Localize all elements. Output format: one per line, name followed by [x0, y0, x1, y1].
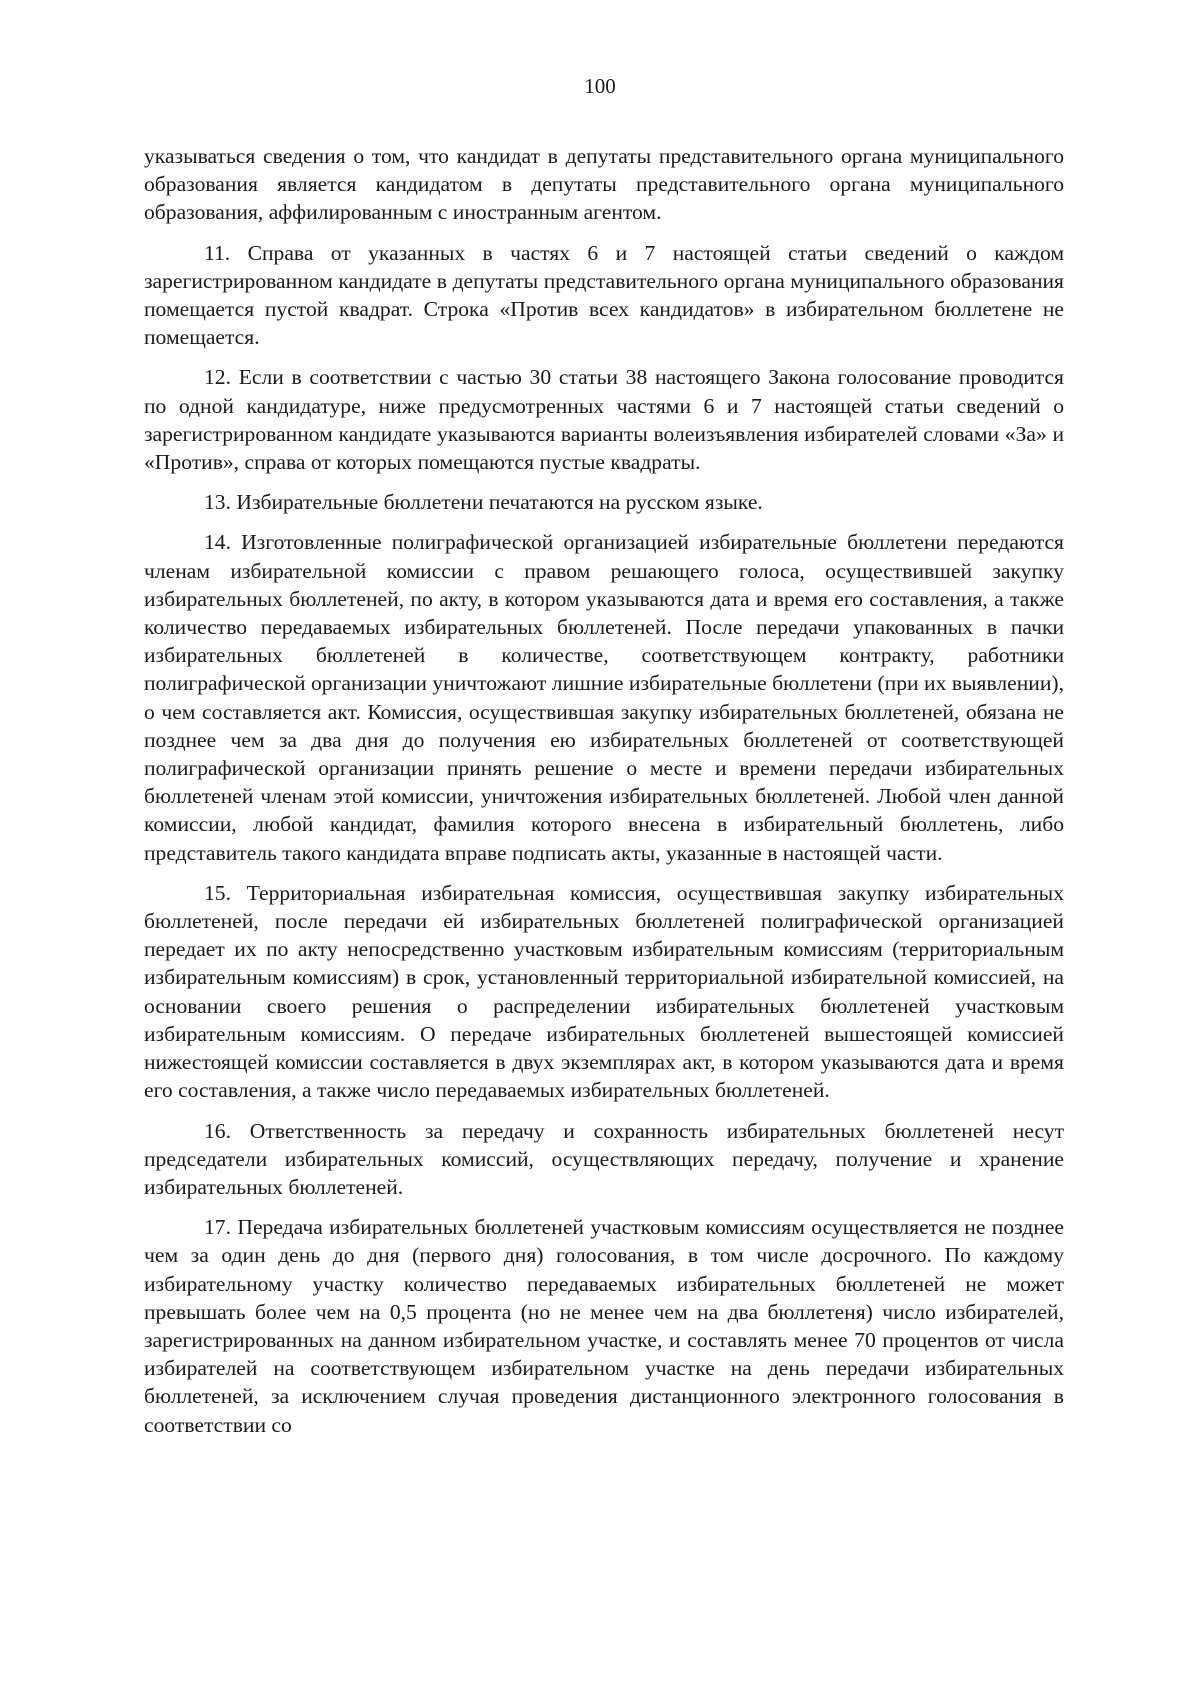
paragraph-continuation: указываться сведения о том, что кандидат в депутаты представительного органа муниципального образования является кандидатом в депутаты представительного органа муниципального образования, аффилированным с иностранным агентом.	[144, 144, 1064, 225]
document-body	[144, 142, 1064, 1451]
page-number: 100	[584, 74, 616, 98]
paragraph-item-14: 14. Изготовленные полиграфической организацией избирательные бюллетени передаются членам избирательной комиссии с правом решающего голоса, осуществившей закупку избирательных бюллетеней, по акту, в котором указываются дата и время его составления, а также количество передаваемых избирательных бюллетеней. После передачи упакованных в пачки избирательных бюллетеней в количестве, соответствующем контракту, работники полиграфической организации уничтожают лишние избирательные бюллетени (при их выявлении), о чем составляется акт. Комиссия, осуществившая закупку избирательных бюллетеней, обязана не позднее чем за два дня до получения ею избирательных бюллетеней от соответствующей полиграфической организации принять решение о месте и времени передачи избирательных бюллетеней членам этой комиссии, уничтожения избирательных бюллетеней. Любой член данной комиссии, любой кандидат, фамилия которого внесена в избирательный бюллетень, либо представитель такого кандидата вправе подписать акты, указанные в настоящей части.	[144, 530, 1064, 865]
paragraph-item-13: 13. Избирательные бюллетени печатаются на русском языке.	[204, 490, 763, 515]
paragraph-item-15: 15. Территориальная избирательная комиссия, осуществившая закупку избирательных бюллетеней, после передачи ей избирательных бюллетеней полиграфической организацией передает их по акту непосредственно участковым избирательным комиссиям (территориальным избирательным комиссиям) в срок, установленный территориальной избирательной комиссией, на основании своего решения о распределении избирательных бюллетеней участковым избирательным комиссиям. О передаче избирательных бюллетеней вышестоящей комиссией нижестоящей комиссии составляется в двух экземплярах акт, в котором указываются дата и время его составления, а также число передаваемых избирательных бюллетеней.	[144, 880, 1064, 1103]
paragraph-item-16: 16. Ответственность за передачу и сохранность избирательных бюллетеней несут председатели избирательных комиссий, осуществляющих передачу, получение и хранение избирательных бюллетеней.	[144, 1118, 1064, 1199]
paragraph-item-17: 17. Передача избирательных бюллетеней участковым комиссиям осуществляется не позднее чем за один день до дня (первого дня) голосования, в том числе досрочного. По каждому избирательному участку количество передаваемых избирательных бюллетеней не может превышать более чем на 0,5 процента (но не менее чем на два бюллетеня) число избирателей, зарегистрированных на данном избирательном участке, и составлять менее 70 процентов от числа избирателей на соответствующем избирательном участке на день передачи избирательных бюллетеней, за исключением случая проведения дистанционного электронного голосования в соответствии со	[144, 1215, 1064, 1437]
paragraph-item-11: 11. Справа от указанных в частях 6 и 7 настоящей статьи сведений о каждом зарегистрированном кандидате в депутаты представительного органа муниципального образования помещается пустой квадрат. Строка «Против всех кандидатов» в избирательном бюллетене не помещается.	[144, 240, 1064, 350]
paragraph-item-12: 12. Если в соответствии с частью 30 статьи 38 настоящего Закона голосование проводится по одной кандидатуре, ниже предусмотренных частями 6 и 7 настоящей статьи сведений о зарегистрированном кандидате указываются варианты волеизъявления избирателей словами «За» и «Против», справа от которых помещаются пустые квадраты.	[144, 365, 1064, 475]
